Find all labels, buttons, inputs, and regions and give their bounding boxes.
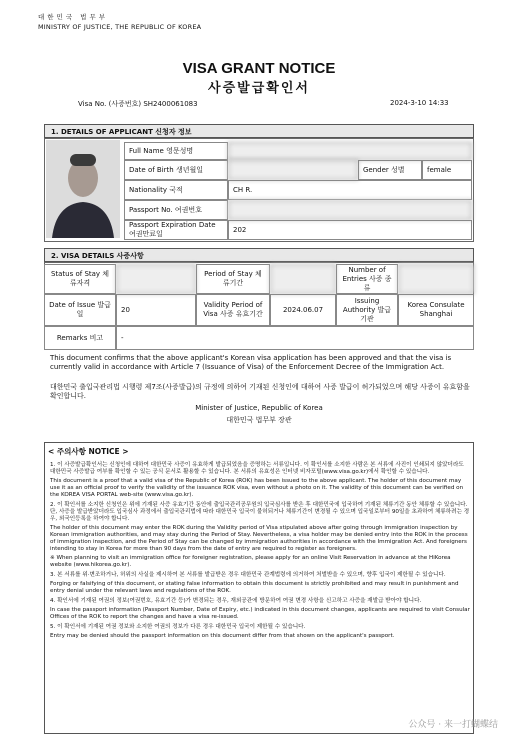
section-applicant-title: 1. DETAILS OF APPLICANT 신청자 정보 bbox=[44, 124, 474, 138]
value-date-of-issue: 20 bbox=[116, 294, 196, 326]
notice-item: ※ When planning to visit an immigration office for foreigner registration, please apply for an online Visit Reservation in advance at the HiKorea website (www.hikorea.go.kr). bbox=[50, 555, 451, 568]
label-passport-number: Passport No. 여권번호 bbox=[124, 200, 228, 220]
document-title-korean: 사증발급확인서 bbox=[208, 81, 310, 96]
label-remarks: Remarks 비고 bbox=[44, 326, 116, 350]
signer-english: Minister of Justice, Republic of Korea bbox=[195, 404, 323, 412]
notice-item: 2. 이 확인서를 소지한 신청인은 위에 기재된 사증 유효기간 동안에 출입국관리공무원의 입국심사를 받은 후 대한민국에 입국하여 기재된 체류기간 동안 체류할 수 있습니다. 단, 사증을 발급받았더라도 입국심사 과정에서 출입국관리법에 따라 대한민국 입국이 불허되거나 체류기간이 변경될 수 있으며 입국일로부터 90일을 초과하여 체류하려는 경우, 외국인등록을 하여야 합니다. bbox=[50, 502, 470, 522]
value-status-of-stay bbox=[116, 264, 196, 294]
confirmation-english: This document confirms that the above applicant's Korean visa application has been approved and that the visa is currently valid in accordance with Article 7 (Issuance of Visa) of the Enforcement Decree of the Immigration Act. bbox=[50, 354, 452, 371]
label-status-of-stay: Status of Stay 체류자격 bbox=[44, 264, 116, 294]
value-nationality: CH R. bbox=[228, 180, 472, 200]
label-number-of-entries: Number of Entries 사증 종류 bbox=[336, 264, 398, 294]
label-gender: Gender 성별 bbox=[358, 160, 422, 180]
notice-list bbox=[50, 462, 470, 640]
signer-korean: 대한민국 법무부 장관 bbox=[226, 416, 292, 424]
value-remarks: - bbox=[116, 326, 474, 350]
notice-item: 4. 확인서에 기재된 여권의 정보(여권번호, 유효기간 등)가 변경되는 경우, 재외공관에 방문하여 여권 변경 사항을 신고하고 사증을 재발급 받아야 합니다. bbox=[50, 598, 422, 604]
value-period-of-stay bbox=[270, 264, 336, 294]
notice-item: 5. 이 확인서에 기재된 여권 정보와 소지한 여권의 정보가 다른 경우 대한민국 입국이 제한될 수 있습니다. bbox=[50, 624, 306, 630]
label-passport-expiration: Passport Expiration Date 여권만료일 bbox=[124, 220, 228, 240]
watermark: 公众号 · 来一打蝴蝶结 bbox=[408, 720, 498, 730]
notice-item: 3. 본 서류를 위·변조하거나, 허위의 사실을 제시하여 본 서류를 발급받은 경우 대한민국 관계법령에 의거하여 처벌받을 수 있으며, 향후 입국이 제한될 수 있습니다. bbox=[50, 572, 446, 578]
visa-number: Visa No. (사증번호) SH2400061083 bbox=[78, 100, 198, 108]
ministry-header bbox=[38, 12, 201, 32]
notice-item: Forging or falsifying of this document, or stating false information to obtain this document is strictly prohibited and may result in punishment and entry denial under the relevant laws and regulations of the ROK. bbox=[50, 581, 459, 594]
value-passport-number bbox=[228, 200, 472, 220]
notice-item: 1. 이 사증발급확인서는 신청인에 대하여 대한민국 사증이 유효하게 발급되었음을 증명하는 서류입니다. 이 확인서를 소지한 사람은 본 서류에 사진이 인쇄되지 않았더라도 대한민국 사증발급 여부를 확인할 수 있는 공식 문서로 활용할 수 있습니다. 본 서류의 유효성은 인터넷 비자포털(www.visa.go.kr)에서 확인할 수 있습니다. bbox=[50, 462, 464, 475]
label-date-of-issue: Date of Issue 발급일 bbox=[44, 294, 116, 326]
label-period-of-stay: Period of Stay 체류기간 bbox=[196, 264, 270, 294]
value-passport-expiration: 202 bbox=[228, 220, 472, 240]
notice-item: The holder of this document may enter the ROK during the Validity period of Visa stipulated above after going through immigration inspection by Korean immigration authorities, and may stay during the Period of Stay. Nevertheless, a visa holder may be denied entry into the ROK in the process of immigration inspection, and the Period of Stay can be changed by immigration authorities in accordance with the Immigration Act. And foreigners intending to stay in Korea for more than 90 days from the date of entry are required to register as foreigners. bbox=[50, 525, 468, 552]
notice-item: Entry may be denied should the passport information on this document differ from that shown on the applicant's passport. bbox=[50, 633, 395, 639]
label-nationality: Nationality 국적 bbox=[124, 180, 228, 200]
applicant-photo bbox=[46, 140, 120, 238]
value-date-of-birth bbox=[228, 160, 358, 180]
ministry-name-korean: 대한민국 법무부 bbox=[38, 13, 109, 21]
label-date-of-birth: Date of Birth 생년월일 bbox=[124, 160, 228, 180]
value-full-name bbox=[228, 142, 472, 160]
person-silhouette-icon bbox=[46, 140, 120, 238]
confirmation-korean: 대한민국 출입국관리법 시행령 제7조(사증발급)의 규정에 의하여 기재된 신청인에 대하여 사증 발급이 허가되었으며 해당 사증이 유효함을 확인합니다. bbox=[50, 383, 470, 400]
label-validity-period: Validity Period of Visa 사증 유효기간 bbox=[196, 294, 270, 326]
label-issuing-authority: Issuing Authority 발급 기관 bbox=[336, 294, 398, 326]
value-number-of-entries bbox=[398, 264, 474, 294]
notice-item: This document is a proof that a valid visa of the Republic of Korea (ROK) has been issued to the above applicant. The holder of this document may use it as an official proof to verify the validity of the issuance ROK visa, even without a photo on it. The validity of this document can be verified on the KOREA VISA PORTAL web-site (www.visa.go.kr). bbox=[50, 478, 464, 498]
value-validity-period: 2024.06.07 bbox=[270, 294, 336, 326]
value-issuing-authority: Korea Consulate Shanghai bbox=[398, 294, 474, 326]
value-gender: female bbox=[422, 160, 472, 180]
section-visa-title: 2. VISA DETAILS 사증사항 bbox=[44, 248, 474, 262]
notice-title: < 주의사항 NOTICE > bbox=[48, 447, 129, 456]
ministry-name-english: MINISTRY OF JUSTICE, THE REPUBLIC OF KOREA bbox=[38, 23, 202, 31]
issue-datetime: 2024-3-10 14:33 bbox=[390, 99, 449, 107]
document-title-english: VISA GRANT NOTICE bbox=[182, 60, 336, 77]
label-full-name: Full Name 영문성명 bbox=[124, 142, 228, 160]
notice-item: In case the passport information (Passport Number, Date of Expiry, etc.) indicated in this document changes, applicants are required to visit Consular Offices of the ROK to report the changes and have a visa re-issued. bbox=[50, 607, 470, 620]
